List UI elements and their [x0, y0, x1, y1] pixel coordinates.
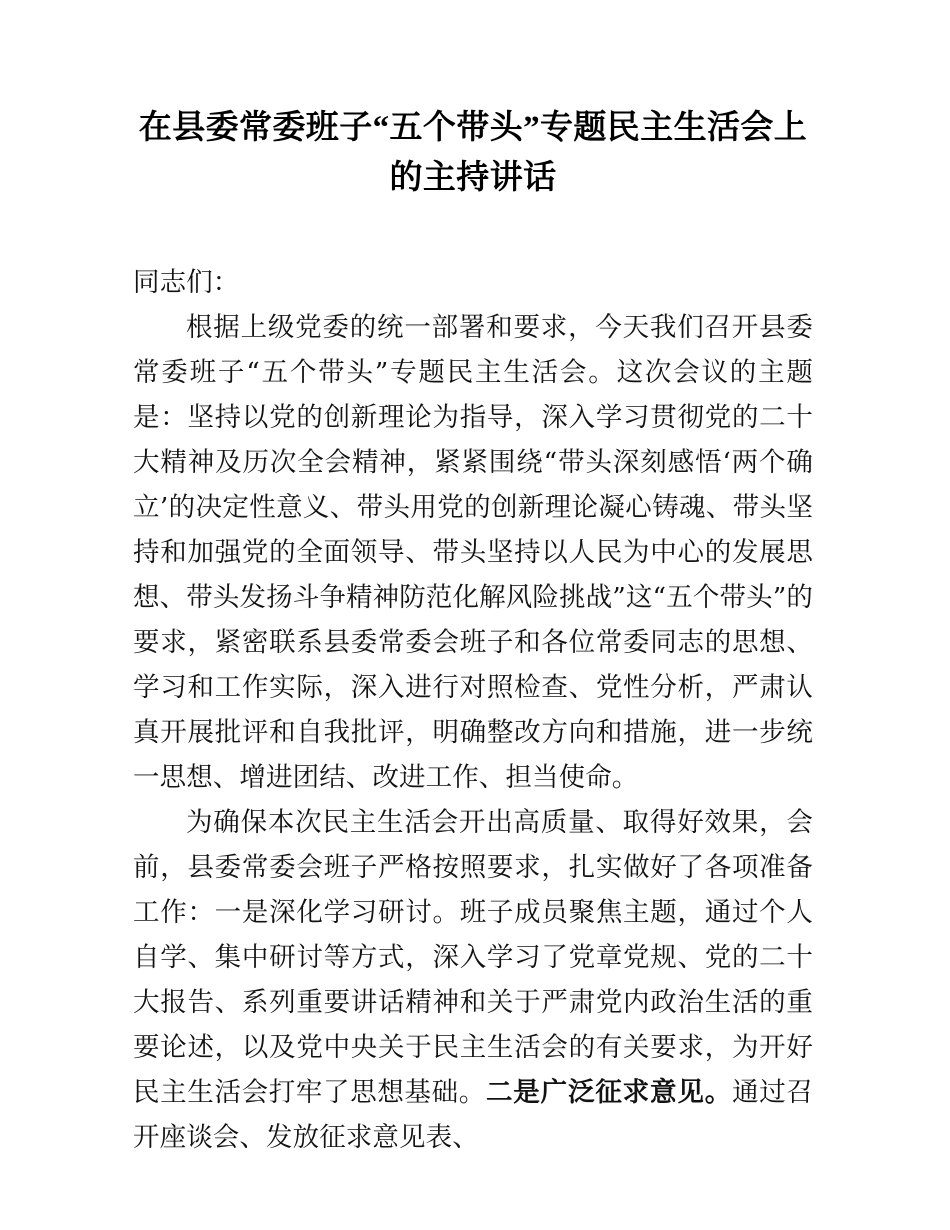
- paragraph-2-segment-bold: 二是广泛征求意见。: [485, 1077, 733, 1108]
- paragraph-2: [133, 800, 813, 1160]
- page-title: 在县委常委班子“五个带头”专题民主生活会上的主持讲话: [138, 110, 808, 196]
- paragraph-2-segment-normal-a: 为确保本次民主生活会开出高质量、取得好效果，会前，县委常委会班子严格按照要求，扎实做好了各项准备工作：一是深化学习研讨。班子成员聚焦主题，通过个人自学、集中研讨等方式，深入学习了党章党规、党的二十大报告、系列重要讲话精神和关于严肃党内政治生活的重要论述，以及党中央关于民主生活会的有关要求，为开好民主生活会打牢了思想基础。: [133, 807, 813, 1108]
- paragraph-2-segment-normal-b: 通过召开座谈会、发放征求意见表、: [133, 1077, 813, 1153]
- document-content: [133, 0, 813, 1160]
- paragraph-1: 根据上级党委的统一部署和要求，今天我们召开县委常委班子“五个带头”专题民主生活会。这次会议的主题是：坚持以党的创新理论为指导，深入学习贯彻党的二十大精神及历次全会精神，紧紧围绕“带头深刻感悟‘两个确立’的决定性意义、带头用党的创新理论凝心铸魂、带头坚持和加强党的全面领导、带头坚持以人民为中心的发展思想、带头发扬斗争精神防范化解风险挑战”这“五个带头”的要求，紧密联系县委常委会班子和各位常委同志的思想、学习和工作实际，深入进行对照检查、党性分析，严肃认真开展批评和自我批评，明确整改方向和措施，进一步统一思想、增进团结、改进工作、担当使命。: [133, 312, 813, 793]
- salutation-line: 同志们：: [133, 267, 240, 298]
- document-body: [133, 260, 813, 1160]
